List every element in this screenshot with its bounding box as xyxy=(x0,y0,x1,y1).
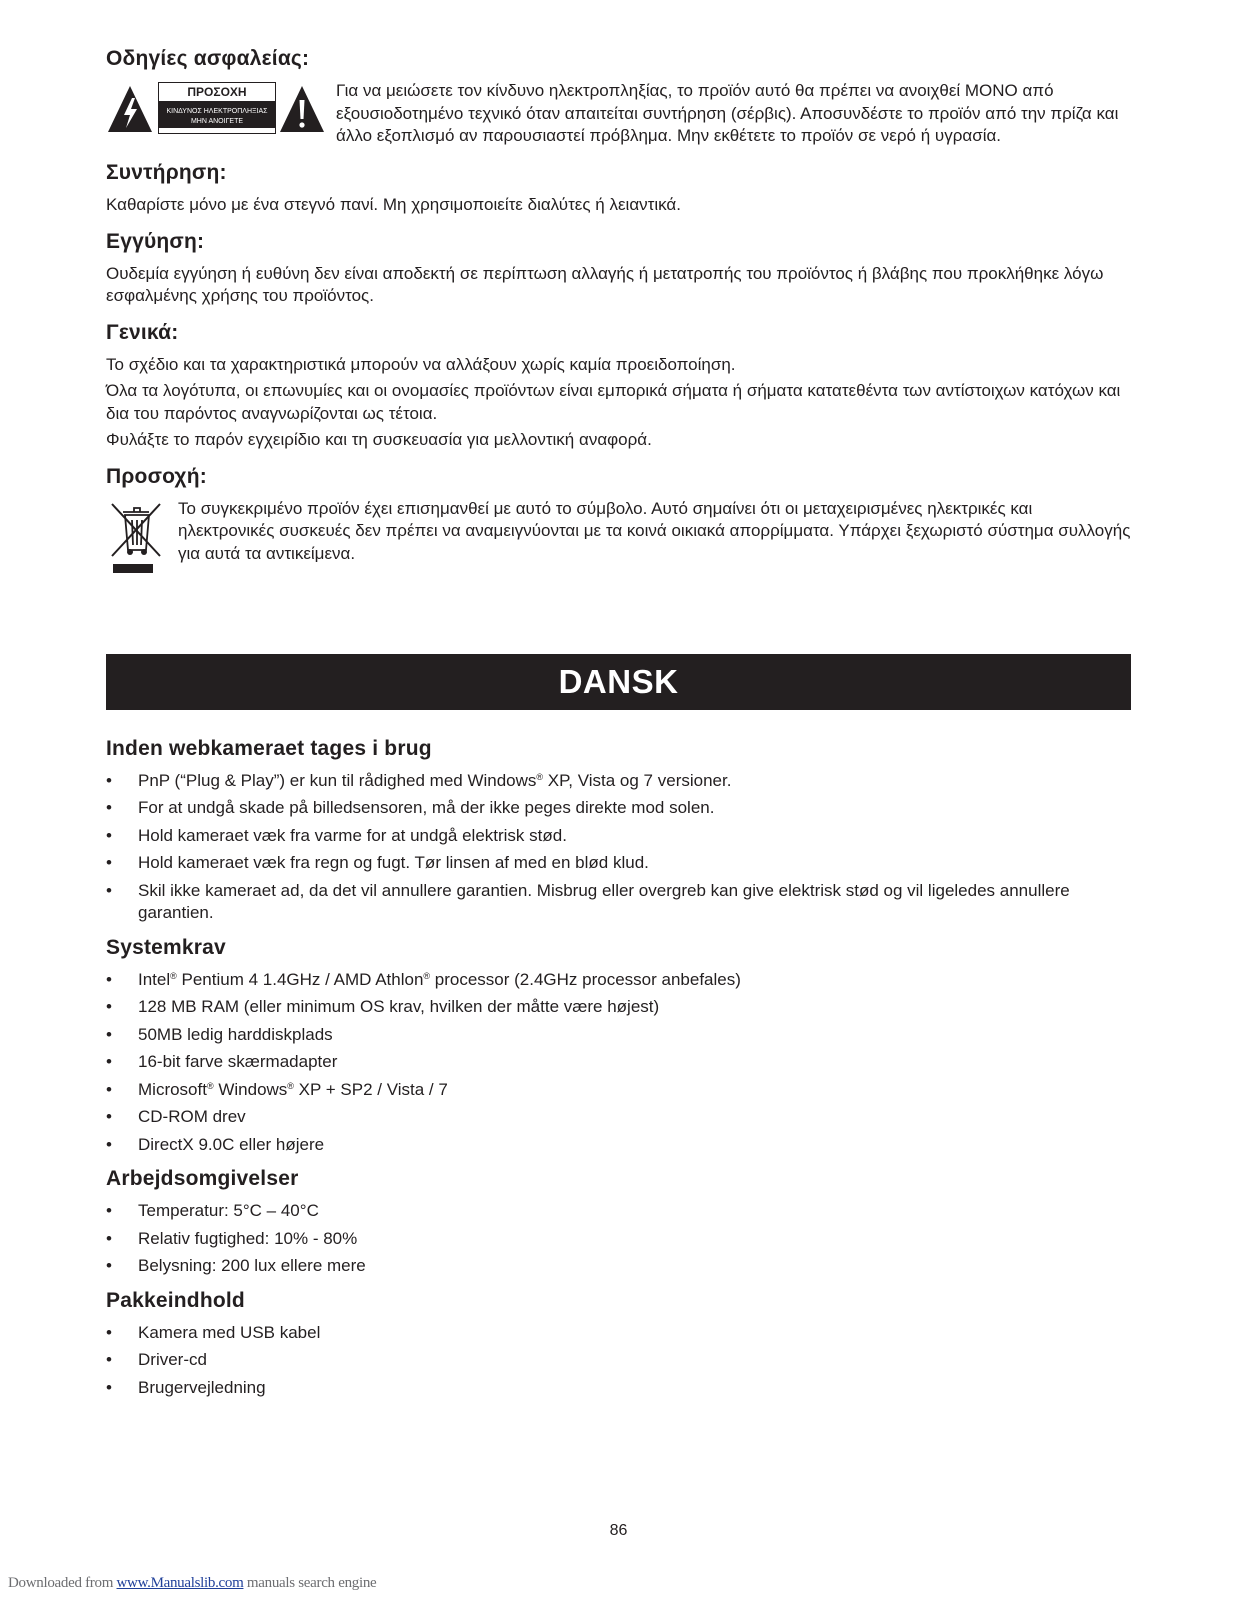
section-general xyxy=(106,320,1131,452)
warning-labels xyxy=(106,80,330,134)
list-item: • PnP (“Plug & Play”) er kun til rådighed med Windows® XP, Vista og 7 versioner. xyxy=(106,770,1131,793)
exclamation-warning-icon xyxy=(278,84,326,134)
list-item: • Temperatur: 5°C – 40°C xyxy=(106,1200,1131,1223)
download-footer xyxy=(8,1575,376,1592)
page-content xyxy=(106,46,1131,1409)
heading-warranty: Εγγύηση: xyxy=(106,229,205,253)
maintenance-text: Καθαρίστε μόνο με ένα στεγνό πανί. Μη χρησιμοποιείτε διαλύτες ή λειαντικά. xyxy=(106,195,681,214)
caution-label-line2: ΜΗΝ ΑΝΟΙΓΕΤΕ xyxy=(190,118,244,125)
heading-system-requirements: Systemkrav xyxy=(106,935,226,959)
crossed-bin-icon xyxy=(106,498,166,576)
list-item: • Hold kameraet væk fra varme for at undgå elektrisk stød. xyxy=(106,825,1131,848)
attention-text: Το συγκεκριμένο προϊόν έχει επισημανθεί με αυτό το σύμβολο. Αυτό σημαίνει ότι οι μεταχειρισμένες ηλεκτρικές και ηλεκτρονικές συσκευές δεν πρέπει να αναμειγνύονται με τα κοινά οικιακά απορρίμματα. Υπάρχει ξεχωριστό σύστημα συλλογής για αυτά τα αντικείμενα. xyxy=(178,498,1131,563)
general-text-1: Το σχέδιο και τα χαρακτηριστικά μπορούν να αλλάξουν χωρίς καμία προειδοποίηση. xyxy=(106,354,736,374)
section-attention xyxy=(106,464,1131,576)
section-warranty xyxy=(106,229,1131,308)
list-item: • Belysning: 200 lux ellere mere xyxy=(106,1255,1131,1278)
list-item: • Intel® Pentium 4 1.4GHz / AMD Athlon® processor (2.4GHz processor anbefales) xyxy=(106,969,1131,992)
system-requirements-list xyxy=(106,969,1131,1157)
heading-general: Γενικά: xyxy=(106,320,179,344)
heading-maintenance: Συντήρηση: xyxy=(106,161,227,184)
list-item: • Hold kameraet væk fra regn og fugt. Tør linsen af med en blød klud. xyxy=(106,852,1131,875)
list-item: • Kamera med USB kabel xyxy=(106,1322,1131,1345)
page-number: 86 xyxy=(609,1522,628,1539)
footer-suffix: manuals search engine xyxy=(243,1575,377,1591)
list-item: • Skil ikke kameraet ad, da det vil annullere garantien. Misbrug eller overgreb kan give elektrisk stød og vil ligeledes annullere garantien. xyxy=(106,880,1131,925)
section-safety xyxy=(106,46,1131,148)
general-text-3: Φυλάξτε το παρόν εγχειρίδιο και τη συσκευασία για μελλοντική αναφορά. xyxy=(106,430,652,449)
caution-label-title: ΠΡΟΣΟΧΗ xyxy=(159,83,275,102)
footer-prefix: Downloaded from xyxy=(8,1575,117,1591)
safety-text: Για να μειώσετε τον κίνδυνο ηλεκτροπληξίας, το προϊόν αυτό θα πρέπει να ανοιχθεί ΜΟΝΟ από εξουσιοδοτημένο τεχνικό όταν απαιτείται συντήρηση (σέρβις). Αποσυνδέστε το προϊόν από την πρίζα και άλλο εξοπλισμό αν παρουσιαστεί πρόβλημα. Μην εκθέτετε το προϊόν σε νερό ή υγρασία. xyxy=(336,81,1119,145)
electric-shock-warning-icon xyxy=(106,84,154,134)
list-item: • Relativ fugtighed: 10% - 80% xyxy=(106,1228,1131,1251)
list-item: • 16-bit farve skærmadapter xyxy=(106,1051,1131,1074)
environment-list xyxy=(106,1200,1131,1278)
safety-block xyxy=(106,80,1131,148)
list-item: • CD-ROM drev xyxy=(106,1106,1131,1129)
package-contents-list xyxy=(106,1322,1131,1400)
list-item: • Driver-cd xyxy=(106,1349,1131,1372)
registered-mark: ® xyxy=(206,1080,214,1091)
registered-mark: ® xyxy=(287,1080,294,1091)
heading-attention: Προσοχή: xyxy=(106,464,207,488)
caution-label-subtext xyxy=(159,102,275,128)
warranty-text: Ουδεμία εγγύηση ή ευθύνη δεν είναι αποδεκτή σε περίπτωση αλλαγής ή μετατροπής του προϊόντος ή βλάβης που προκλήθηκε λόγω εσφαλμένης χρήσης του προϊόντος. xyxy=(106,263,1104,305)
section-maintenance xyxy=(106,160,1131,217)
heading-before-use: Inden webkameraet tages i brug xyxy=(106,736,432,760)
caution-label-line1: ΚΙΝΔΥΝΟΣ ΗΛΕΚΤΡΟΠΛΗΞΙΑΣ xyxy=(166,108,268,115)
general-text-2: Όλα τα λογότυπα, οι επωνυμίες και οι ονομασίες προϊόντων είναι εμπορικά σήματα ή σήματα κατατεθέντα των αντίστοιχων κατόχων και δια του παρόντος αναγνωρίζονται ως τέτοια. xyxy=(106,381,1121,423)
heading-environment: Arbejdsomgivelser xyxy=(106,1167,299,1190)
list-item: • Microsoft® Windows® XP + SP2 / Vista / 7 xyxy=(106,1079,1131,1102)
list-item: • Brugervejledning xyxy=(106,1377,1131,1400)
list-item: • DirectX 9.0C eller højere xyxy=(106,1134,1131,1157)
list-item: • 50MB ledig harddiskplads xyxy=(106,1024,1131,1047)
caution-label xyxy=(158,82,276,134)
weee-block xyxy=(106,498,1131,576)
list-item: • 128 MB RAM (eller minimum OS krav, hvilken der måtte være højest) xyxy=(106,996,1131,1019)
list-item: • For at undgå skade på billedsensoren, må der ikke peges direkte mod solen. xyxy=(106,797,1131,820)
registered-mark: ® xyxy=(536,771,544,782)
manualslib-link[interactable]: www.Manualslib.com xyxy=(116,1575,244,1591)
language-band-dansk: DANSK xyxy=(106,654,1131,710)
registered-mark: ® xyxy=(423,970,431,981)
registered-mark: ® xyxy=(170,970,177,981)
before-use-list xyxy=(106,770,1131,925)
heading-safety: Οδηγίες ασφαλείας: xyxy=(106,47,310,70)
heading-package-contents: Pakkeindhold xyxy=(106,1288,245,1312)
